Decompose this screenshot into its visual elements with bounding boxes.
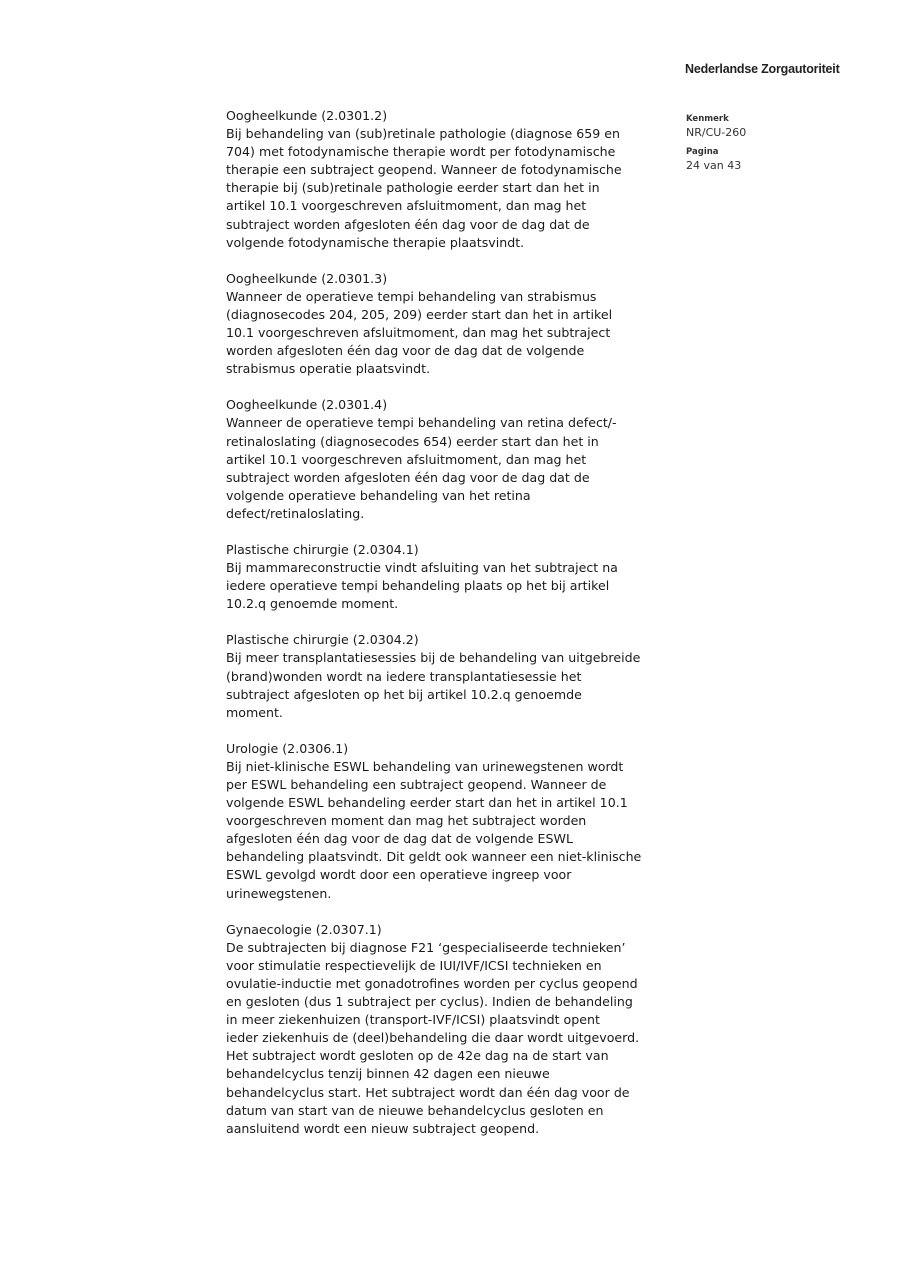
section-oogheelkunde-2 bbox=[226, 107, 686, 252]
section-heading: Gynaecologie (2.0307.1) bbox=[226, 921, 382, 937]
section-oogheelkunde-3 bbox=[226, 270, 686, 379]
section-body: Bij meer transplantatiesessies bij de behandeling van uitgebreide (brand)wonden wordt na iedere transplantatiesessie het subtraject afgesloten op het bij artikel 10.2.q genoemde moment. bbox=[226, 650, 641, 720]
document-meta bbox=[686, 113, 886, 179]
section-heading: Urologie (2.0306.1) bbox=[226, 740, 349, 756]
pagina-value: 24 van 43 bbox=[686, 159, 742, 172]
kenmerk-value: NR/CU-260 bbox=[686, 126, 747, 139]
section-heading: Plastische chirurgie (2.0304.2) bbox=[226, 632, 419, 648]
kenmerk-label: Kenmerk bbox=[686, 114, 729, 124]
pagina-label: Pagina bbox=[686, 147, 719, 157]
section-body: Bij mammareconstructie vindt afsluiting van het subtraject na iedere operatieve tempi behandeling plaats op het bij artikel 10.2.q genoemde moment. bbox=[226, 560, 618, 612]
section-oogheelkunde-4 bbox=[226, 396, 686, 523]
section-body: Bij behandeling van (sub)retinale pathologie (diagnose 659 en 704) met fotodynamische therapie wordt per fotodynamische therapie een subtraject geopend. Wanneer de fotodynamische therapie bij (sub)retinale pathologie eerder start dan het in artikel 10.1 voorgeschreven afsluitmoment, dan mag het subtraject worden afgesloten één dag voor de dag dat de volgende fotodynamische therapie plaatsvindt. bbox=[226, 126, 622, 250]
document-body bbox=[226, 107, 686, 1156]
section-body: Wanneer de operatieve tempi behandeling van strabismus (diagnosecodes 204, 205, 209) eerder start dan het in artikel 10.1 voorgeschreven afsluitmoment, dan mag het subtraject worden afgesloten één dag voor de dag dat de volgende strabismus operatie plaatsvindt. bbox=[226, 288, 613, 377]
section-urologie bbox=[226, 740, 686, 903]
section-body: Wanneer de operatieve tempi behandeling van retina defect/- retinaloslating (diagnosecodes 654) eerder start dan het in artikel 10.1 voorgeschreven afsluitmoment, dan mag het subtraject worden afgesloten één dag voor de dag dat de volgende operatieve behandeling van het retina defect/retinaloslating. bbox=[226, 415, 617, 521]
section-heading: Oogheelkunde (2.0301.3) bbox=[226, 270, 388, 286]
section-plastische-chirurgie-2 bbox=[226, 631, 686, 721]
section-heading: Oogheelkunde (2.0301.4) bbox=[226, 397, 388, 413]
section-heading: Oogheelkunde (2.0301.2) bbox=[226, 108, 388, 123]
section-body: De subtrajecten bij diagnose F21 ‘gespecialiseerde technieken’ voor stimulatie respectievelijk de IUI/IVF/ICSI technieken en ovulatie-inductie met gonadotrofines worden per cyclus geopend en gesloten (dus 1 subtraject per cyclus). Indien de behandeling in meer ziekenhuizen (transport-IVF/ICSI) plaatsvindt opent ieder ziekenhuis de (deel)behandeling die daar wordt uitgevoerd. Het subtraject wordt gesloten op de 42e dag na de start van behandelcyclus tenzij binnen 42 dagen een nieuwe behandelcyclus start. Het subtraject wordt dan één dag voor de datum van start van de nieuwe behandelcyclus gesloten en aansluitend wordt een nieuw subtraject geopend. bbox=[226, 939, 640, 1136]
section-heading: Plastische chirurgie (2.0304.1) bbox=[226, 541, 419, 557]
organization-name: Nederlandse Zorgautoriteit bbox=[685, 62, 840, 76]
section-plastische-chirurgie-1 bbox=[226, 541, 686, 613]
section-body: Bij niet-klinische ESWL behandeling van urinewegstenen wordt per ESWL behandeling een subtraject geopend. Wanneer de volgende ESWL behandeling eerder start dan het in artikel 10.1 voorgeschreven moment dan mag het subtraject worden afgesloten één dag voor de dag dat de volgende ESWL behandeling plaatsvindt. Dit geldt ook wanneer een niet-klinische ESWL gevolgd wordt door een operatieve ingreep voor urinewegstenen. bbox=[226, 758, 642, 901]
section-gynaecologie bbox=[226, 921, 686, 1138]
